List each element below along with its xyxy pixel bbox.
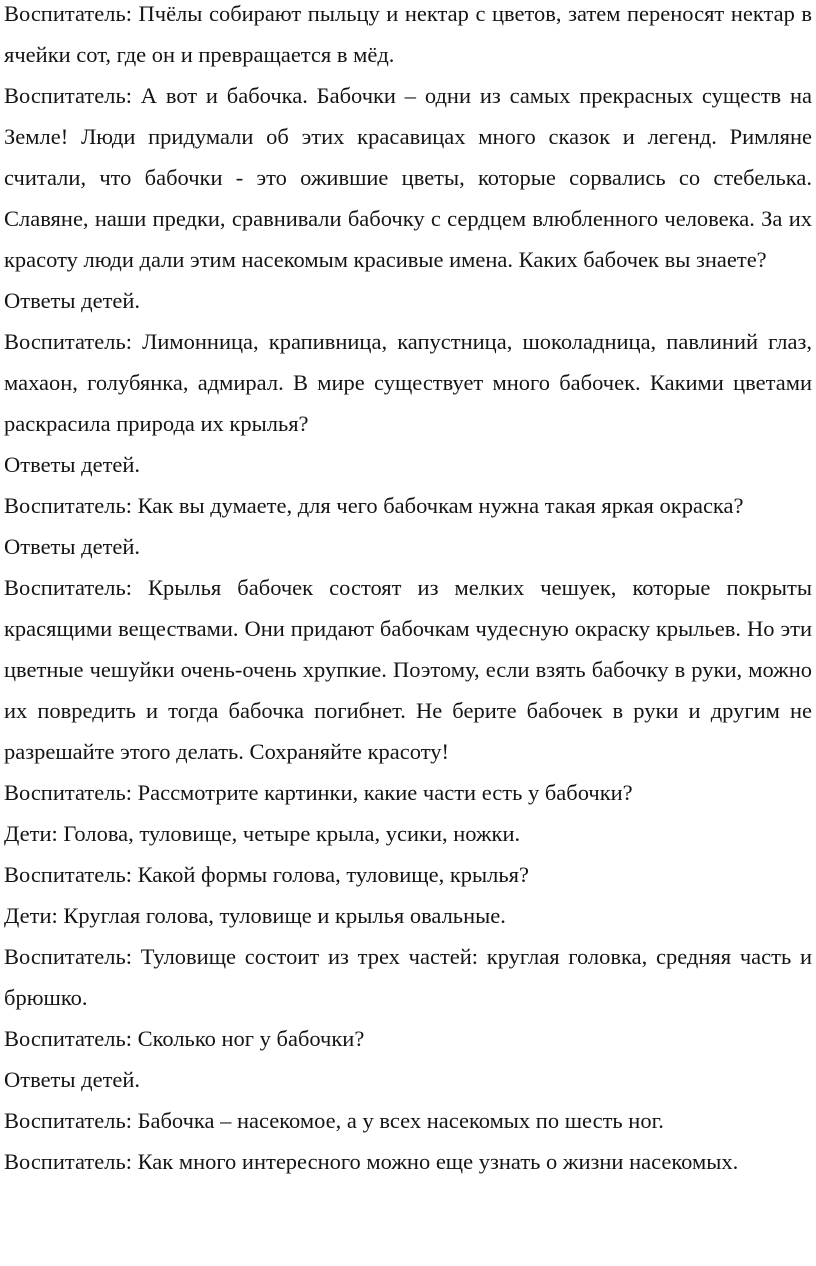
paragraph-butterfly-intro: Воспитатель: А вот и бабочка. Бабочки – одни из самых прекрасных существ на Земле! Люди придумали об этих красавицах много сказок и легенд. Римляне считали, что бабочки - это ожившие цветы, которые сорвались со стебелька. Славяне, наши предки, сравнивали бабочку с сердцем влюбленного человека. За их красоту люди дали этим насекомым красивые имена. Каких бабочек вы знаете? [4, 83, 812, 272]
paragraph-children-answers: Ответы детей. [4, 288, 141, 313]
paragraph-children-answers: Ответы детей. [4, 1067, 141, 1092]
paragraph-children-parts: Дети: Голова, туловище, четыре крыла, усики, ножки. [4, 821, 521, 846]
paragraph-children-answers: Ответы детей. [4, 534, 141, 559]
paragraph-look-at-pictures: Воспитатель: Рассмотрите картинки, какие части есть у бабочки? [4, 780, 633, 805]
paragraph-wing-scales: Воспитатель: Крылья бабочек состоят из мелких чешуек, которые покрыты красящими веществами. Они придают бабочкам чудесную окраску крыльев. Но эти цветные чешуйки очень-очень хрупкие. Поэтому, если взять бабочку в руки, можно их повредить и тогда бабочка погибнет. Не берите бабочек в руки и другим не разрешайте этого делать. Сохраняйте красоту! [4, 575, 812, 764]
paragraph-conclusion: Воспитатель: Как много интересного можно еще узнать о жизни насекомых. [4, 1149, 739, 1174]
paragraph-six-legs: Воспитатель: Бабочка – насекомое, а у всех насекомых по шесть ног. [4, 1108, 664, 1133]
paragraph-bright-color-question: Воспитатель: Как вы думаете, для чего бабочкам нужна такая яркая окраска? [4, 493, 744, 518]
paragraph-butterfly-names: Воспитатель: Лимонница, крапивница, капустница, шоколадница, павлиний глаз, махаон, голубянка, адмирал. В мире существует много бабочек. Какими цветами раскрасила природа их крылья? [4, 329, 812, 436]
paragraph-children-shapes: Дети: Круглая голова, туловище и крылья овальные. [4, 903, 506, 928]
paragraph-shape-question: Воспитатель: Какой формы голова, туловище, крылья? [4, 862, 529, 887]
paragraph-legs-question: Воспитатель: Сколько ног у бабочки? [4, 1026, 365, 1051]
paragraph-bees-honey: Воспитатель: Пчёлы собирают пыльцу и нектар с цветов, затем переносят нектар в ячейки сот, где он и превращается в мёд. [4, 1, 812, 67]
paragraph-children-answers: Ответы детей. [4, 452, 141, 477]
paragraph-body-parts: Воспитатель: Туловище состоит из трех частей: круглая головка, средняя часть и брюшко. [4, 944, 812, 1010]
